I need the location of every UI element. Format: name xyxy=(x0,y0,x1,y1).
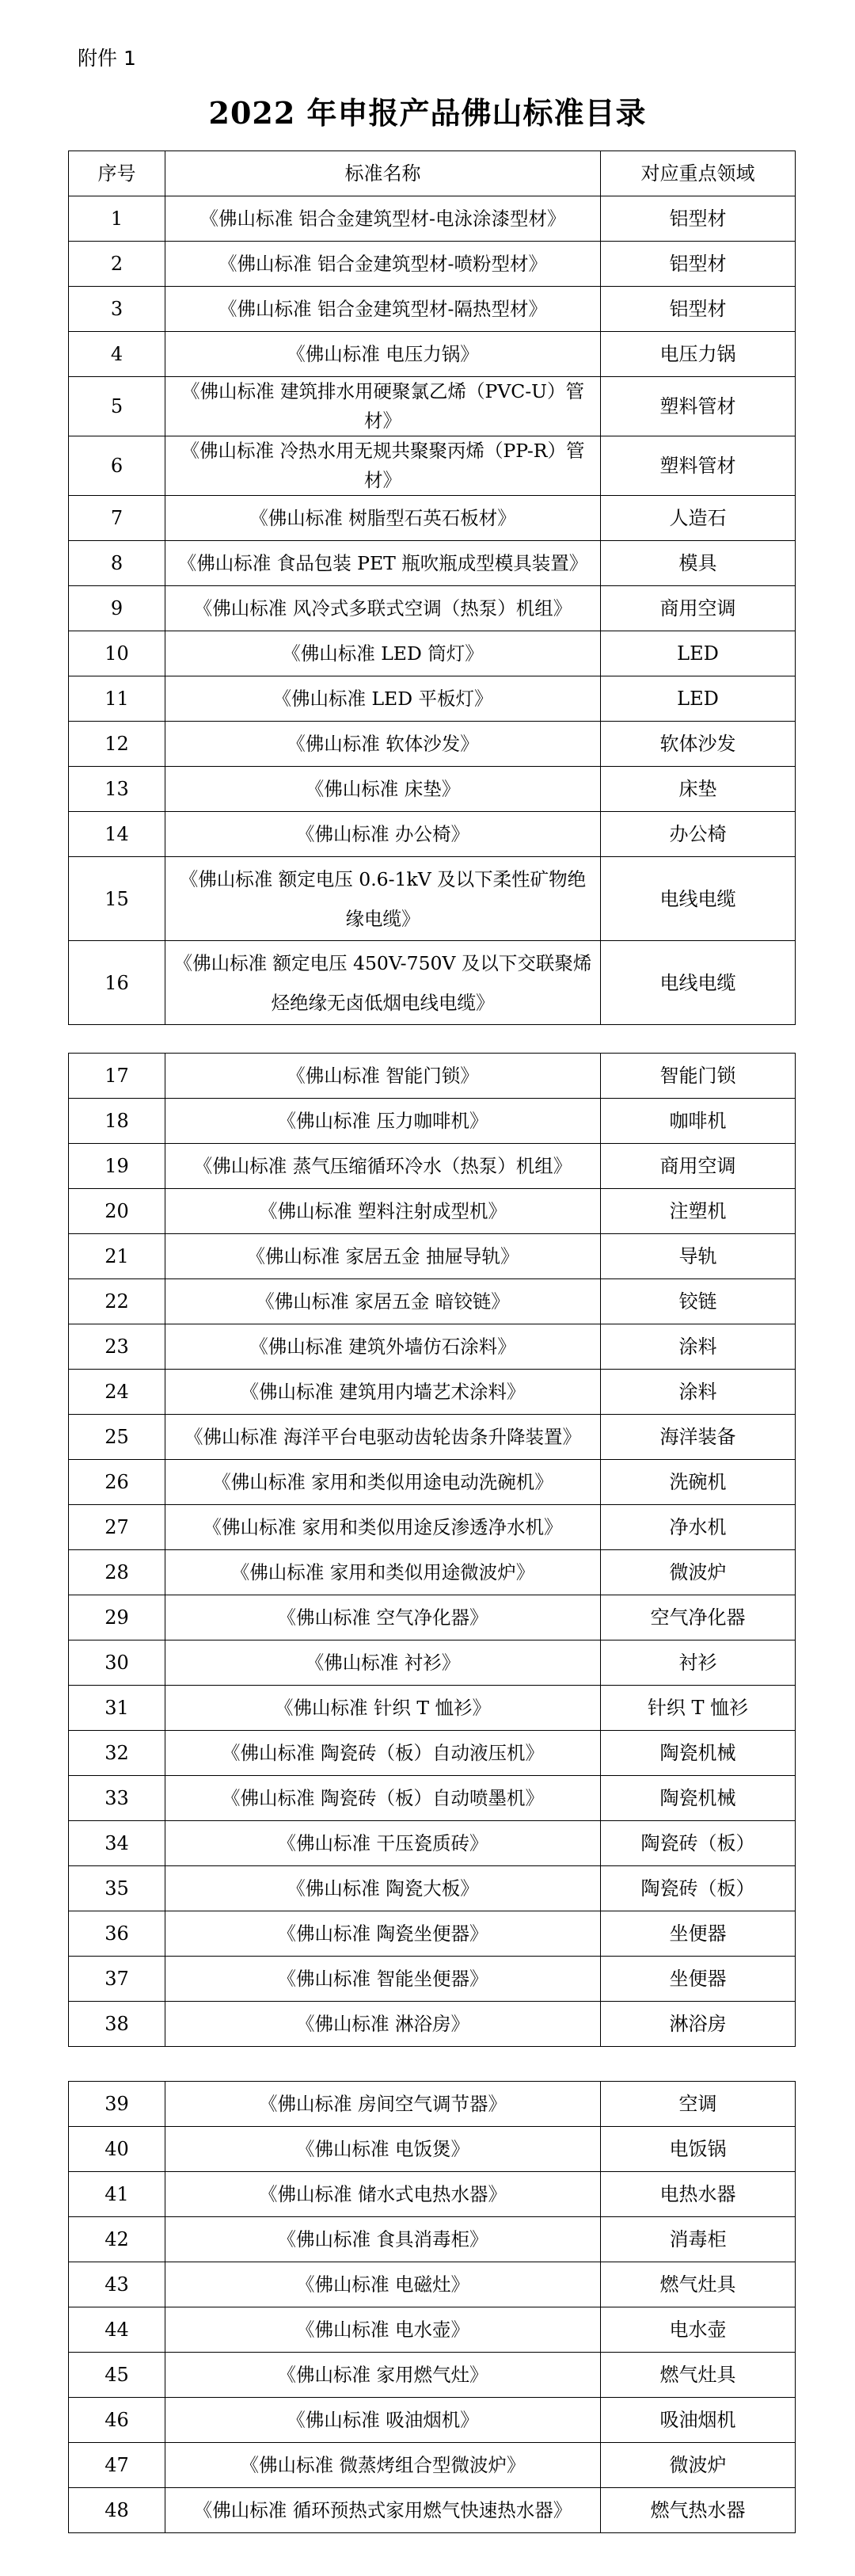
standard-name: 《佛山标准 家居五金 抽屉导轨》 xyxy=(165,1234,601,1279)
row-number: 11 xyxy=(69,676,165,722)
standard-name: 《佛山标准 针织 T 恤衫》 xyxy=(165,1686,601,1731)
key-field: 陶瓷机械 xyxy=(601,1731,796,1776)
standard-name: 《佛山标准 压力咖啡机》 xyxy=(165,1099,601,1144)
table-row xyxy=(69,436,796,496)
row-number: 5 xyxy=(69,377,165,436)
table-row xyxy=(69,586,796,631)
row-number: 23 xyxy=(69,1324,165,1370)
row-number: 15 xyxy=(69,857,165,941)
table-row xyxy=(69,2002,796,2047)
key-field: 空气净化器 xyxy=(601,1595,796,1640)
standard-name: 《佛山标准 办公椅》 xyxy=(165,812,601,857)
table-row xyxy=(69,1595,796,1640)
key-field: 空调 xyxy=(601,2082,796,2127)
standard-name: 《佛山标准 额定电压 450V-750V 及以下交联聚烯烃绝缘无卤低烟电线电缆》 xyxy=(165,941,601,1025)
table-row xyxy=(69,1279,796,1324)
table-row xyxy=(69,1324,796,1370)
key-field: 陶瓷砖（板） xyxy=(601,1866,796,1911)
row-number: 38 xyxy=(69,2002,165,2047)
table-row xyxy=(69,2217,796,2262)
key-field: 陶瓷机械 xyxy=(601,1776,796,1821)
key-field: 电线电缆 xyxy=(601,941,796,1025)
row-number: 10 xyxy=(69,631,165,676)
row-number: 48 xyxy=(69,2488,165,2533)
row-number: 32 xyxy=(69,1731,165,1776)
table-row xyxy=(69,2172,796,2217)
standard-name: 《佛山标准 电水壶》 xyxy=(165,2307,601,2353)
key-field: 铝型材 xyxy=(601,196,796,242)
row-number: 26 xyxy=(69,1460,165,1505)
standard-name: 《佛山标准 塑料注射成型机》 xyxy=(165,1189,601,1234)
standard-name: 《佛山标准 建筑排水用硬聚氯乙烯（PVC-U）管材》 xyxy=(165,377,601,436)
key-field: 电饭锅 xyxy=(601,2127,796,2172)
row-number: 21 xyxy=(69,1234,165,1279)
table-row xyxy=(69,196,796,242)
key-field: 微波炉 xyxy=(601,1550,796,1595)
key-field: 注塑机 xyxy=(601,1189,796,1234)
table-row xyxy=(69,941,796,1025)
table-row xyxy=(69,1144,796,1189)
table-row xyxy=(69,1911,796,1957)
table-row xyxy=(69,1370,796,1415)
row-number: 41 xyxy=(69,2172,165,2217)
row-number: 18 xyxy=(69,1099,165,1144)
key-field: 海洋装备 xyxy=(601,1415,796,1460)
standard-name: 《佛山标准 LED 平板灯》 xyxy=(165,676,601,722)
row-number: 6 xyxy=(69,436,165,496)
key-field: 燃气热水器 xyxy=(601,2488,796,2533)
key-field: 微波炉 xyxy=(601,2443,796,2488)
key-field: 坐便器 xyxy=(601,1957,796,2002)
row-number: 37 xyxy=(69,1957,165,2002)
key-field: 人造石 xyxy=(601,496,796,541)
table-row xyxy=(69,1957,796,2002)
key-field: 办公椅 xyxy=(601,812,796,857)
row-number: 40 xyxy=(69,2127,165,2172)
key-field: 床垫 xyxy=(601,767,796,812)
row-number: 35 xyxy=(69,1866,165,1911)
standard-name: 《佛山标准 智能坐便器》 xyxy=(165,1957,601,2002)
row-number: 9 xyxy=(69,586,165,631)
key-field: 电线电缆 xyxy=(601,857,796,941)
table-row xyxy=(69,2307,796,2353)
key-field: 涂料 xyxy=(601,1324,796,1370)
standard-name: 《佛山标准 储水式电热水器》 xyxy=(165,2172,601,2217)
key-field: 衬衫 xyxy=(601,1640,796,1686)
standard-name: 《佛山标准 淋浴房》 xyxy=(165,2002,601,2047)
standard-name: 《佛山标准 家用和类似用途微波炉》 xyxy=(165,1550,601,1595)
standard-name: 《佛山标准 电压力锅》 xyxy=(165,332,601,377)
key-field: 洗碗机 xyxy=(601,1460,796,1505)
table-row xyxy=(69,1776,796,1821)
standards-table-part-2 xyxy=(68,1053,796,2047)
row-number: 39 xyxy=(69,2082,165,2127)
row-number: 3 xyxy=(69,287,165,332)
table-row xyxy=(69,676,796,722)
key-field: 电热水器 xyxy=(601,2172,796,2217)
table-header-row xyxy=(69,151,796,196)
key-field: 模具 xyxy=(601,541,796,586)
standard-name: 《佛山标准 铝合金建筑型材-电泳涂漆型材》 xyxy=(165,196,601,242)
standard-name: 《佛山标准 衬衫》 xyxy=(165,1640,601,1686)
standard-name: 《佛山标准 智能门锁》 xyxy=(165,1054,601,1099)
table-row xyxy=(69,767,796,812)
standard-name: 《佛山标准 食具消毒柜》 xyxy=(165,2217,601,2262)
key-field: 商用空调 xyxy=(601,586,796,631)
table-row xyxy=(69,2082,796,2127)
key-field: 商用空调 xyxy=(601,1144,796,1189)
row-number: 36 xyxy=(69,1911,165,1957)
standards-table-part-1 xyxy=(68,151,796,1025)
standard-name: 《佛山标准 软体沙发》 xyxy=(165,722,601,767)
table-row xyxy=(69,1731,796,1776)
key-field: 电压力锅 xyxy=(601,332,796,377)
table-row xyxy=(69,541,796,586)
table-row xyxy=(69,1821,796,1866)
table-row xyxy=(69,631,796,676)
row-number: 42 xyxy=(69,2217,165,2262)
key-field: 燃气灶具 xyxy=(601,2262,796,2307)
standard-name: 《佛山标准 干压瓷质砖》 xyxy=(165,1821,601,1866)
table-row xyxy=(69,2127,796,2172)
standard-name: 《佛山标准 树脂型石英石板材》 xyxy=(165,496,601,541)
table-row xyxy=(69,2488,796,2533)
standard-name: 《佛山标准 吸油烟机》 xyxy=(165,2398,601,2443)
table-row xyxy=(69,2443,796,2488)
standard-name: 《佛山标准 海洋平台电驱动齿轮齿条升降装置》 xyxy=(165,1415,601,1460)
standard-name: 《佛山标准 陶瓷大板》 xyxy=(165,1866,601,1911)
attachment-label: 附件 1 xyxy=(78,47,136,70)
table-row xyxy=(69,1054,796,1099)
standard-name: 《佛山标准 陶瓷砖（板）自动液压机》 xyxy=(165,1731,601,1776)
row-number: 28 xyxy=(69,1550,165,1595)
standard-name: 《佛山标准 冷热水用无规共聚聚丙烯（PP-R）管材》 xyxy=(165,436,601,496)
standard-name: 《佛山标准 额定电压 0.6-1kV 及以下柔性矿物绝缘电缆》 xyxy=(165,857,601,941)
table-row xyxy=(69,1866,796,1911)
row-number: 4 xyxy=(69,332,165,377)
row-number: 17 xyxy=(69,1054,165,1099)
standard-name: 《佛山标准 建筑外墙仿石涂料》 xyxy=(165,1324,601,1370)
standard-name: 《佛山标准 空气净化器》 xyxy=(165,1595,601,1640)
table-row xyxy=(69,1640,796,1686)
standard-name: 《佛山标准 家用和类似用途反渗透净水机》 xyxy=(165,1505,601,1550)
standard-name: 《佛山标准 蒸气压缩循环冷水（热泵）机组》 xyxy=(165,1144,601,1189)
standard-name: 《佛山标准 铝合金建筑型材-喷粉型材》 xyxy=(165,242,601,287)
row-number: 27 xyxy=(69,1505,165,1550)
standard-name: 《佛山标准 家用燃气灶》 xyxy=(165,2353,601,2398)
key-field: 塑料管材 xyxy=(601,377,796,436)
table-row xyxy=(69,1234,796,1279)
row-number: 13 xyxy=(69,767,165,812)
key-field: 净水机 xyxy=(601,1505,796,1550)
row-number: 30 xyxy=(69,1640,165,1686)
row-number: 33 xyxy=(69,1776,165,1821)
row-number: 2 xyxy=(69,242,165,287)
row-number: 34 xyxy=(69,1821,165,1866)
row-number: 7 xyxy=(69,496,165,541)
key-field: 陶瓷砖（板） xyxy=(601,1821,796,1866)
table-row xyxy=(69,722,796,767)
key-field: 涂料 xyxy=(601,1370,796,1415)
standard-name: 《佛山标准 微蒸烤组合型微波炉》 xyxy=(165,2443,601,2488)
row-number: 46 xyxy=(69,2398,165,2443)
standard-name: 《佛山标准 建筑用内墙艺术涂料》 xyxy=(165,1370,601,1415)
standard-name: 《佛山标准 陶瓷砖（板）自动喷墨机》 xyxy=(165,1776,601,1821)
table-row xyxy=(69,1505,796,1550)
key-field: 坐便器 xyxy=(601,1911,796,1957)
table-row xyxy=(69,332,796,377)
table-row xyxy=(69,242,796,287)
key-field: 针织 T 恤衫 xyxy=(601,1686,796,1731)
key-field: 导轨 xyxy=(601,1234,796,1279)
row-number: 1 xyxy=(69,196,165,242)
key-field: 吸油烟机 xyxy=(601,2398,796,2443)
row-number: 12 xyxy=(69,722,165,767)
row-number: 24 xyxy=(69,1370,165,1415)
standard-name: 《佛山标准 循环预热式家用燃气快速热水器》 xyxy=(165,2488,601,2533)
key-field: 软体沙发 xyxy=(601,722,796,767)
table-row xyxy=(69,812,796,857)
row-number: 16 xyxy=(69,941,165,1025)
key-field: 智能门锁 xyxy=(601,1054,796,1099)
table-row xyxy=(69,2353,796,2398)
table-row xyxy=(69,1415,796,1460)
standard-name: 《佛山标准 家居五金 暗铰链》 xyxy=(165,1279,601,1324)
key-field: 铰链 xyxy=(601,1279,796,1324)
standard-name: 《佛山标准 陶瓷坐便器》 xyxy=(165,1911,601,1957)
table-row xyxy=(69,1189,796,1234)
column-header-key-field: 对应重点领域 xyxy=(601,151,796,196)
table-row xyxy=(69,377,796,436)
row-number: 25 xyxy=(69,1415,165,1460)
row-number: 20 xyxy=(69,1189,165,1234)
table-row xyxy=(69,496,796,541)
standard-name: 《佛山标准 铝合金建筑型材-隔热型材》 xyxy=(165,287,601,332)
standards-table-part-3 xyxy=(68,2081,796,2533)
table-row xyxy=(69,1550,796,1595)
table-row xyxy=(69,2262,796,2307)
page-title: 2022 年申报产品佛山标准目录 xyxy=(208,95,647,131)
row-number: 8 xyxy=(69,541,165,586)
row-number: 44 xyxy=(69,2307,165,2353)
row-number: 19 xyxy=(69,1144,165,1189)
key-field: LED xyxy=(601,676,796,722)
row-number: 22 xyxy=(69,1279,165,1324)
key-field: 消毒柜 xyxy=(601,2217,796,2262)
standard-name: 《佛山标准 家用和类似用途电动洗碗机》 xyxy=(165,1460,601,1505)
standard-name: 《佛山标准 电磁灶》 xyxy=(165,2262,601,2307)
table-row xyxy=(69,2398,796,2443)
key-field: 咖啡机 xyxy=(601,1099,796,1144)
standard-name: 《佛山标准 风冷式多联式空调（热泵）机组》 xyxy=(165,586,601,631)
table-row xyxy=(69,1460,796,1505)
standard-name: 《佛山标准 LED 筒灯》 xyxy=(165,631,601,676)
row-number: 47 xyxy=(69,2443,165,2488)
table-row xyxy=(69,1686,796,1731)
key-field: 淋浴房 xyxy=(601,2002,796,2047)
row-number: 43 xyxy=(69,2262,165,2307)
table-row xyxy=(69,1099,796,1144)
standard-name: 《佛山标准 电饭煲》 xyxy=(165,2127,601,2172)
standard-name: 《佛山标准 床垫》 xyxy=(165,767,601,812)
table-row xyxy=(69,857,796,941)
key-field: 塑料管材 xyxy=(601,436,796,496)
row-number: 14 xyxy=(69,812,165,857)
key-field: 电水壶 xyxy=(601,2307,796,2353)
row-number: 45 xyxy=(69,2353,165,2398)
standard-name: 《佛山标准 房间空气调节器》 xyxy=(165,2082,601,2127)
key-field: 铝型材 xyxy=(601,287,796,332)
row-number: 31 xyxy=(69,1686,165,1731)
key-field: 铝型材 xyxy=(601,242,796,287)
standard-name: 《佛山标准 食品包装 PET 瓶吹瓶成型模具装置》 xyxy=(165,541,601,586)
column-header-standard-name: 标准名称 xyxy=(165,151,601,196)
row-number: 29 xyxy=(69,1595,165,1640)
table-row xyxy=(69,287,796,332)
key-field: 燃气灶具 xyxy=(601,2353,796,2398)
key-field: LED xyxy=(601,631,796,676)
column-header-number: 序号 xyxy=(69,151,165,196)
